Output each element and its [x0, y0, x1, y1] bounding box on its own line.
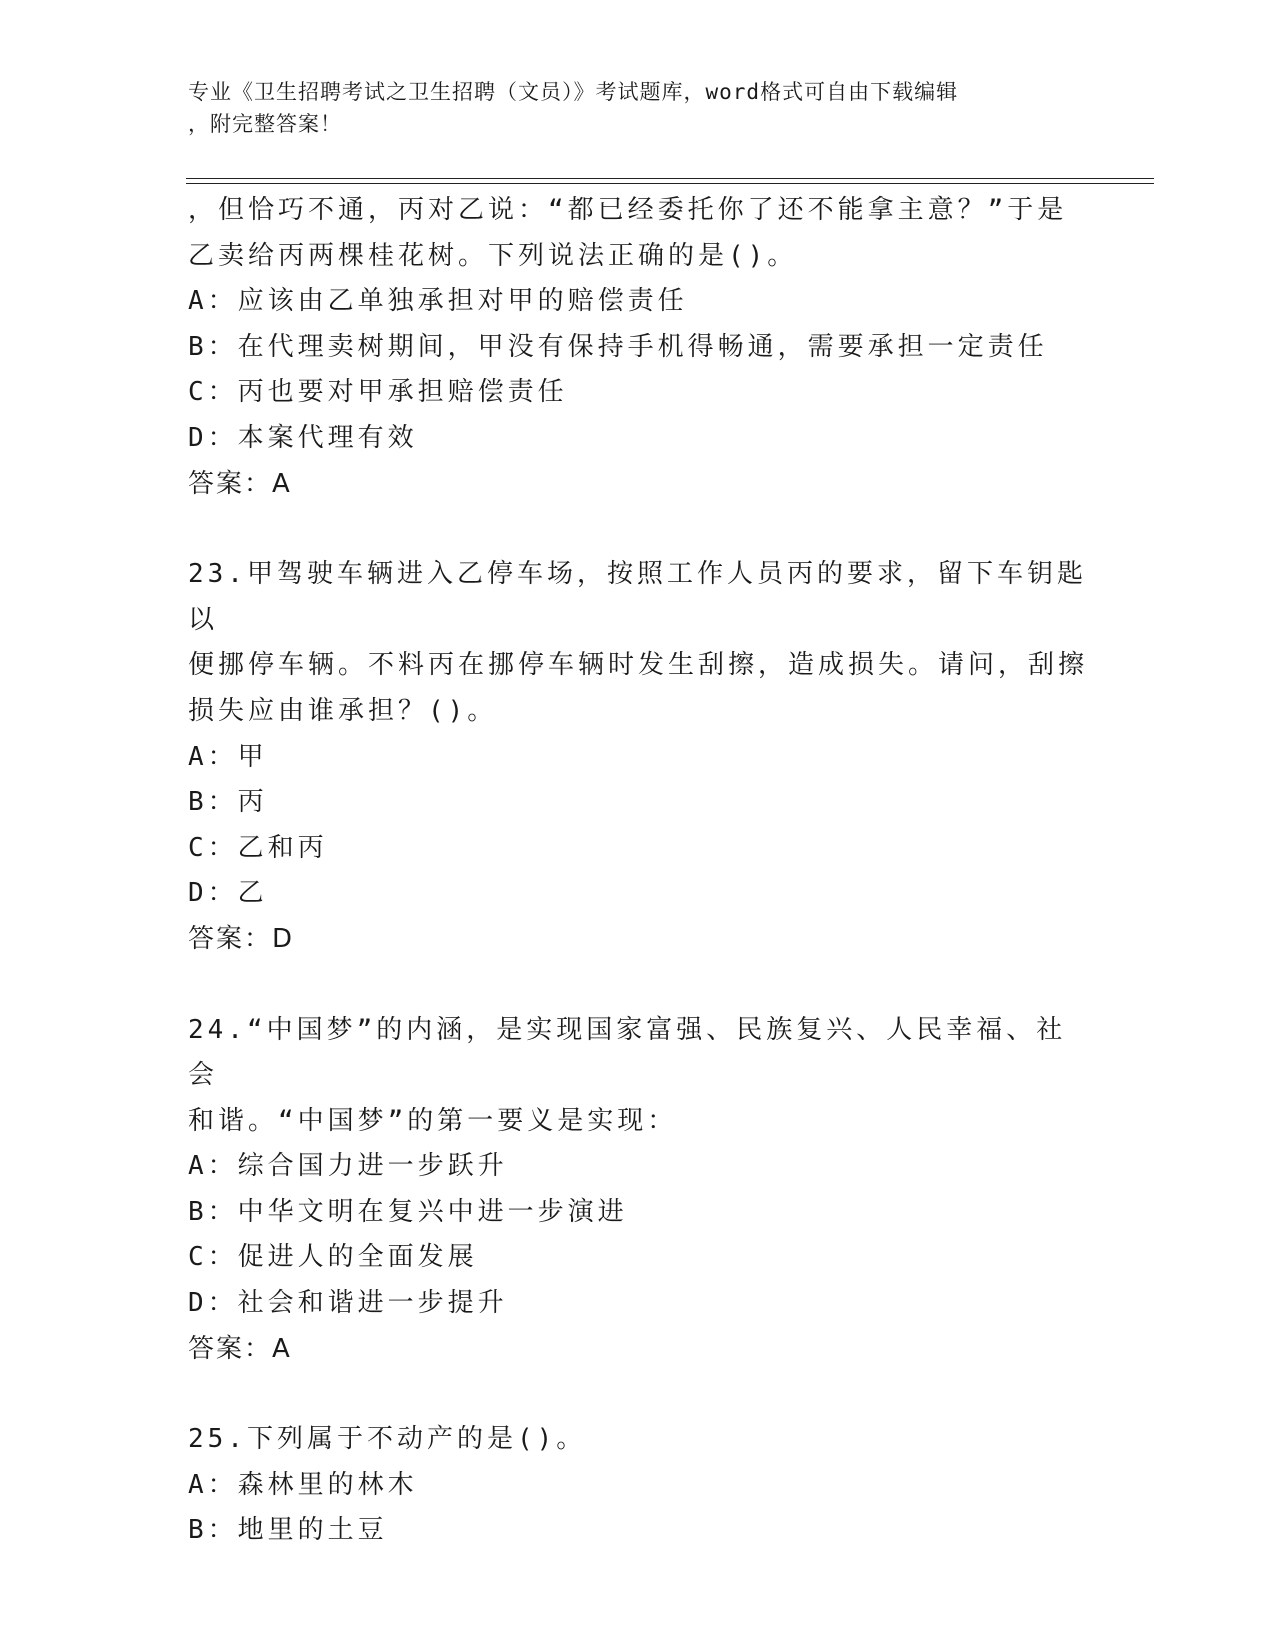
option-a: A：综合国力进一步跃升	[188, 1151, 508, 1182]
question-text-line: 和谐。“中国梦”的第一要义是实现：	[188, 1105, 678, 1136]
option-a: A：甲	[188, 741, 268, 772]
question-22-continued	[188, 188, 1088, 507]
question-text-line: 便挪停车辆。不料丙在挪停车辆时发生刮擦，造成损失。请问，刮擦	[188, 650, 1089, 681]
question-text-line: 23.甲驾驶车辆进入乙停车场，按照工作人员丙的要求，留下车钥匙以	[188, 559, 1087, 635]
question-25	[188, 1417, 1088, 1554]
question-24	[188, 1008, 1088, 1373]
question-text-line: ，但恰巧不通，丙对乙说：“都已经委托你了还不能拿主意？”于是	[188, 195, 1068, 225]
header-line-1: 专业《卫生招聘考试之卫生招聘（文员）》考试题库，word格式可自由下载编辑	[188, 80, 959, 104]
document-header	[188, 76, 1088, 140]
question-text-line: 损失应由谁承担？()。	[188, 695, 498, 726]
answer: 答案：A	[188, 1333, 292, 1364]
option-d: D：社会和谐进一步提升	[188, 1288, 508, 1319]
header-line-2: ，附完整答案！	[188, 112, 342, 136]
question-content	[188, 188, 1088, 1554]
option-a: A：应该由乙单独承担对甲的赔偿责任	[188, 286, 688, 317]
option-c: C：乙和丙	[188, 832, 328, 863]
option-b: B：中华文明在复兴中进一步演进	[188, 1196, 628, 1227]
answer: 答案：D	[188, 923, 295, 954]
header-rule-top	[186, 178, 1154, 179]
question-text-line: 25.下列属于不动产的是()。	[188, 1424, 587, 1455]
header-rule-bottom	[186, 183, 1154, 184]
option-b: B：在代理卖树期间，甲没有保持手机得畅通，需要承担一定责任	[188, 331, 1048, 362]
option-b: B：丙	[188, 787, 268, 818]
option-d: D：本案代理有效	[188, 422, 418, 453]
question-text-line: 乙卖给丙两棵桂花树。下列说法正确的是()。	[188, 240, 798, 271]
question-23	[188, 552, 1088, 962]
option-a: A：森林里的林木	[188, 1469, 418, 1500]
option-d: D：乙	[188, 878, 268, 909]
option-c: C：丙也要对甲承担赔偿责任	[188, 377, 568, 408]
question-text-line: 24.“中国梦”的内涵，是实现国家富强、民族复兴、人民幸福、社会	[188, 1014, 1067, 1091]
answer: 答案：A	[188, 468, 292, 499]
option-b: B：地里的土豆	[188, 1515, 388, 1546]
option-c: C：促进人的全面发展	[188, 1242, 478, 1273]
